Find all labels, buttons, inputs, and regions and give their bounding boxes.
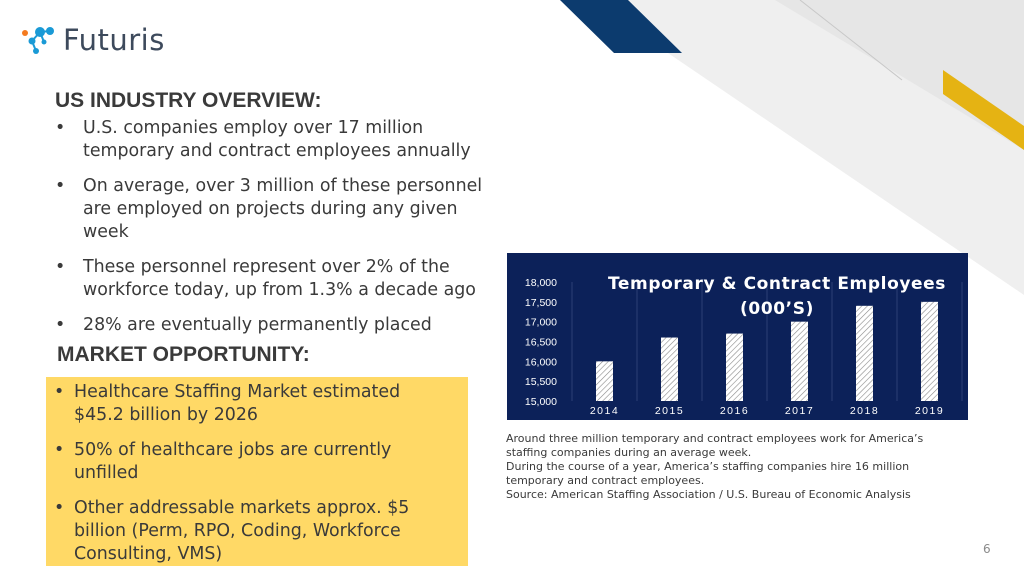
- overview-list: [55, 117, 505, 349]
- market-heading: MARKET OPPORTUNITY:: [57, 343, 310, 366]
- y-tick-label: 15,500: [524, 376, 557, 389]
- company-logo: [20, 22, 165, 58]
- list-item: • U.S. companies employ over 17 million temporary and contract employees annually: [55, 117, 505, 163]
- note-line: Around three million temporary and contract employees work for America’s staffing companies during an average week.: [506, 432, 924, 459]
- chart-bar-2015: [661, 338, 678, 401]
- futuris-logo-icon: [20, 22, 60, 58]
- y-tick-label: 17,500: [524, 296, 557, 309]
- chart-title-line-1: Temporary & Contract Employees: [607, 274, 947, 294]
- note-line: During the course of a year, America’s staffing companies hire 16 million temporary and contract employees.: [506, 460, 910, 487]
- x-tick-label: 2014: [589, 405, 620, 417]
- market-list: [54, 381, 454, 578]
- y-tick-label: 18,000: [524, 277, 557, 289]
- y-tick-label: 16,500: [524, 336, 557, 349]
- list-item: • These personnel represent over 2% of the workforce today, up from 1.3% a decade ago: [55, 256, 505, 302]
- list-item: • Healthcare Staffing Market estimated $45.2 billion by 2026: [54, 381, 454, 427]
- x-tick-label: 2016: [719, 405, 750, 417]
- page-number: 6: [983, 542, 991, 556]
- y-tick-label: 17,000: [524, 316, 557, 329]
- x-tick-label: 2017: [784, 405, 815, 417]
- y-tick-label: 15,000: [524, 396, 557, 408]
- employees-bar-chart: [507, 253, 968, 420]
- chart-bar-2017: [791, 322, 808, 401]
- source-line: Source: American Staffing Association / U.S. Bureau of Economic Analysis: [506, 488, 911, 501]
- chart-bar-2014: [596, 361, 613, 401]
- chart-title-line-2: (000’S): [740, 299, 814, 319]
- employees-chart: [507, 253, 968, 420]
- overview-heading: US INDUSTRY OVERVIEW:: [55, 89, 322, 112]
- y-tick-label: 16,000: [524, 356, 557, 369]
- list-item: • On average, over 3 million of these personnel are employed on projects during any given week: [55, 175, 505, 244]
- x-tick-label: 2015: [654, 405, 685, 417]
- x-tick-label: 2019: [914, 405, 945, 417]
- x-tick-label: 2018: [849, 405, 880, 417]
- chart-bar-2018: [856, 306, 873, 401]
- list-item: • 50% of healthcare jobs are currently unfilled: [54, 439, 454, 485]
- chart-bar-2016: [726, 334, 743, 401]
- chart-note: [506, 432, 926, 502]
- list-item: • 28% are eventually permanently placed: [55, 314, 505, 337]
- list-item: • Other addressable markets approx. $5 billion (Perm, RPO, Coding, Workforce Consulting, VMS): [54, 497, 454, 566]
- logo-text: Futuris: [63, 23, 165, 57]
- chart-bar-2019: [921, 302, 938, 401]
